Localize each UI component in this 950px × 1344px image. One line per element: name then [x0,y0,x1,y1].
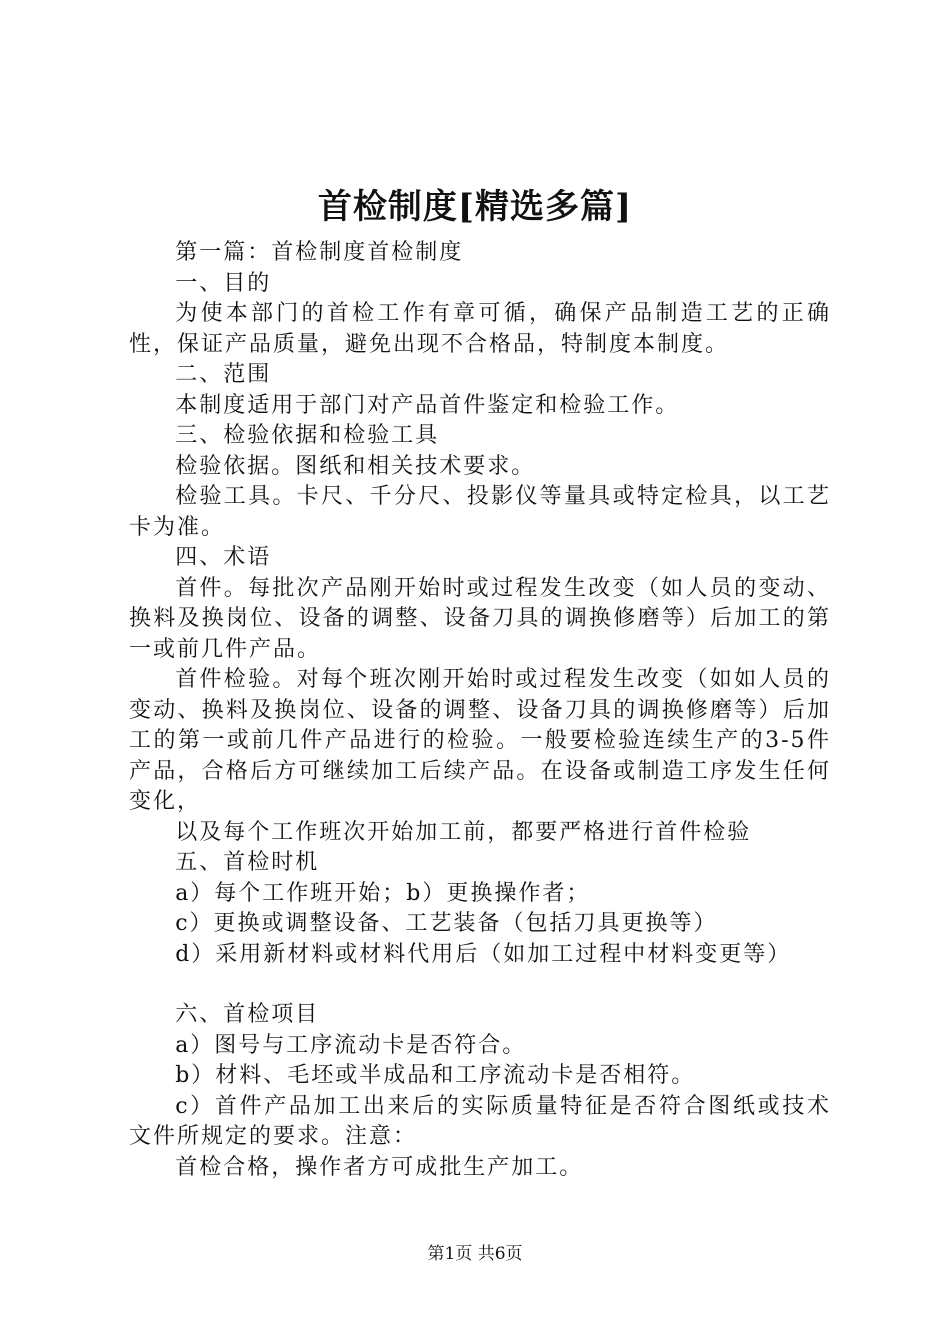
list-item-items-b: b）材料、毛坯或半成品和工序流动卡是否相符。 [175,1063,696,1088]
paragraph-inspection-basis: 检验依据。图纸和相关技术要求。 [175,453,536,479]
blank-line [129,970,831,1000]
paragraph-purpose: 为使本部门的首检工作有章可循，确保产品制造工艺的正确性，保证产品质量，避免出现不合格品，特制度本制度。 [129,301,831,357]
paragraph-chapter-heading: 第一篇：首检制度首检制度 [175,240,464,265]
list-item-items-c: c）首件产品加工出来后的实际质量特征是否符合图纸或技术文件所规定的要求。注意： [129,1093,831,1149]
page-footer: 第1页 共6页 [427,1244,523,1264]
section-heading-purpose: 一、目的 [175,270,272,296]
paragraph-first-piece: 首件。每批次产品刚开始时或过程发生改变（如人员的变动、换料及换岗位、设备的调整、设备刀具的调换修磨等）后加工的第一或前几件产品。 [129,575,831,662]
paragraph-first-piece-inspection: 首件检验。对每个班次刚开始时或过程发生改变（如如人员的变动、换料及换岗位、设备的调整、设备刀具的调换修磨等）后加工的第一或前几件产品进行的检验。一般要检验连续生产的3-5件产品，合格后方可继续加工后续产品。在设备或制造工序发生任何变化， [129,667,831,814]
list-item-timing-c: c）更换或调整设备、工艺装备（包括刀具更换等） [175,911,718,936]
section-heading-timing: 五、首检时机 [175,850,320,875]
document-body [129,238,831,1183]
section-heading-items: 六、首检项目 [175,1002,320,1027]
section-heading-basis-tools: 三、检验依据和检验工具 [175,423,440,448]
list-item-timing-d: d）采用新材料或材料代用后（如加工过程中材料变更等） [175,941,792,967]
section-heading-terms: 四、术语 [175,545,272,570]
paragraph-shift-inspection: 以及每个工作班次开始加工前，都要严格进行首件检验 [175,819,752,845]
paragraph-scope: 本制度适用于部门对产品首件鉴定和检验工作。 [175,392,680,418]
paragraph-qualified-note: 首检合格，操作者方可成批生产加工。 [175,1154,584,1180]
document-title: 首检制度[精选多篇] [317,187,633,227]
paragraph-inspection-tools: 检验工具。卡尺、千分尺、投影仪等量具或特定检具，以工艺卡为准。 [129,484,831,540]
section-heading-scope: 二、范围 [175,362,272,387]
list-item-timing-ab: a）每个工作班开始；b）更换操作者； [175,880,591,906]
list-item-items-a: a）图号与工序流动卡是否符合。 [175,1032,527,1058]
